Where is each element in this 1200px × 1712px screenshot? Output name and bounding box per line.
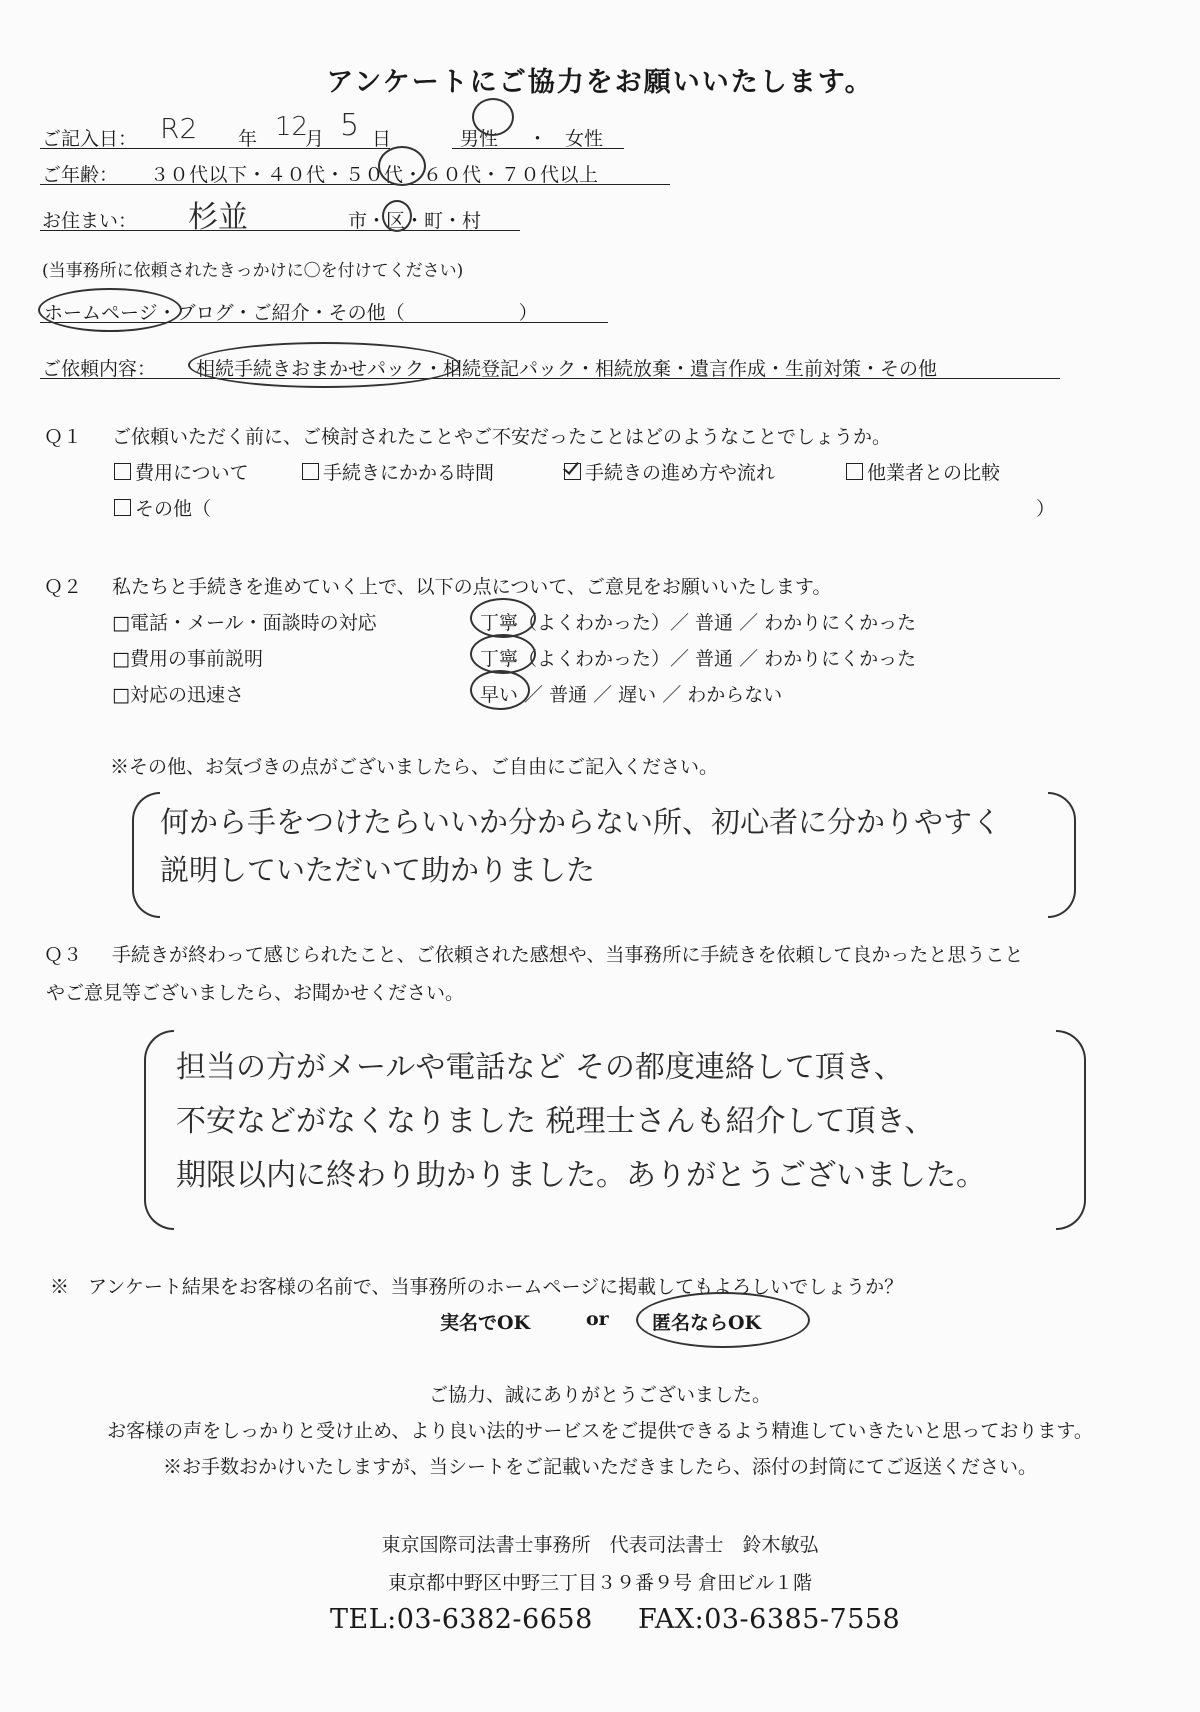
- q2-scale-fee-explanation[interactable]: 丁寧（よくわかった）／ 普通 ／ わかりにくかった: [480, 648, 917, 670]
- entry-date-era[interactable]: R2: [160, 112, 198, 145]
- age-50s-circle: [378, 146, 426, 186]
- q2-scale-contact[interactable]: 丁寧（よくわかった）／ 普通 ／ わかりにくかった: [480, 612, 917, 634]
- gender-underline: [452, 148, 624, 149]
- q2-item-contact: □電話・メール・面談時の対応: [112, 612, 377, 634]
- q1-option-time[interactable]: 手続きにかかる時間: [302, 458, 494, 485]
- q1-compare-checkbox[interactable]: [846, 463, 863, 480]
- request-pack-circle: [188, 342, 460, 388]
- q1-process-checkbox[interactable]: [564, 463, 581, 480]
- q3-answer-line3[interactable]: 期限以内に終わり助かりました。ありがとうございました。: [176, 1158, 986, 1193]
- request-underline: [40, 378, 1060, 379]
- trigger-options[interactable]: ホームページ・ブログ・ご紹介・その他（ ）: [44, 302, 538, 324]
- q2-answer-line1[interactable]: 何から手をつけたらいいか分からない所、初心者に分かりやすく: [160, 805, 1002, 839]
- age-label: ご年齢：: [42, 164, 119, 186]
- entry-date-month-unit: 月: [305, 128, 325, 150]
- publish-anonymous-option[interactable]: 匿名ならOK: [652, 1312, 762, 1334]
- q3-answer-line2[interactable]: 不安などがなくなりました 税理士さんも紹介して頂き、: [176, 1104, 935, 1139]
- entry-date-year-unit: 年: [238, 128, 258, 150]
- request-options[interactable]: 相続手続きおまかせパック・相続登記パック・相続放棄・遺言作成・生前対策・その他: [196, 358, 938, 380]
- entry-date-month[interactable]: 12: [275, 112, 309, 142]
- q1-option-cost[interactable]: 費用について: [114, 458, 249, 485]
- q3-answer-line1[interactable]: 担当の方がメールや電話など その都度連絡して頂き、: [176, 1050, 904, 1085]
- residence-options[interactable]: 市・区・町・村: [348, 210, 482, 232]
- q3-answer-bracket-right: [1056, 1030, 1086, 1230]
- request-label: ご依頼内容：: [42, 358, 157, 380]
- q1-option-process[interactable]: 手続きの進め方や流れ: [564, 458, 775, 485]
- residence-label: お住まい：: [42, 210, 138, 232]
- q2-question: 私たちと手続きを進めていく上で、以下の点について、ご意見をお願いいたします。: [112, 576, 832, 598]
- q2-number: Ｑ２: [44, 576, 83, 598]
- thanks-line2: お客様の声をしっかりと受け止め、より良い法的サービスをご提供できるよう精進していきたいと思っております。: [107, 1420, 1093, 1442]
- q2-fee-circle: [470, 634, 536, 674]
- q2-contact-circle: [470, 598, 536, 638]
- q3-question-line2: やご意見等ございましたら、お聞かせください。: [46, 982, 465, 1004]
- residence-value[interactable]: 杉並: [188, 200, 248, 235]
- office-tel: TEL:03-6382-6658: [330, 1604, 593, 1635]
- thanks-line1: ご協力、誠にありがとうございました。: [428, 1384, 771, 1406]
- trigger-note: (当事務所に依頼されたきっかけに〇を付けてください): [42, 261, 464, 281]
- gender-male[interactable]: 男性: [460, 128, 499, 150]
- q1-time-checkbox[interactable]: [302, 463, 319, 480]
- entry-date-day-unit: 日: [372, 128, 392, 150]
- publish-real-name-option[interactable]: 実名でOK: [440, 1312, 531, 1334]
- q2-item-fee-explanation: □費用の事前説明: [112, 648, 263, 670]
- age-underline: [40, 184, 670, 185]
- publish-question: ※ アンケート結果をお客様の名前で、当事務所のホームページに掲載してもよろしいでしょうか？: [50, 1276, 904, 1298]
- q3-answer-bracket-left: [144, 1030, 174, 1230]
- thanks-line3: ※お手数おかけいたしますが、当シートをご記載いただきましたら、添付の封筒にてご返送ください。: [162, 1456, 1037, 1478]
- q1-cost-checkbox[interactable]: [114, 463, 131, 480]
- survey-title: アンケートにご協力をお願いいたします。: [326, 67, 874, 98]
- gender-male-circle: [472, 98, 514, 136]
- q2-speed-circle: [470, 670, 530, 710]
- entry-date-label: ご記入日：: [42, 128, 138, 150]
- q1-other-close: ）: [1036, 498, 1056, 520]
- q2-answer-bracket-right: [1048, 792, 1076, 918]
- q3-question-line1: 手続きが終わって感じられたこと、ご依頼された感想や、当事務所に手続きを依頼して良かったと思うこと: [112, 944, 1024, 966]
- gender-female[interactable]: 女性: [565, 128, 604, 150]
- q1-option-compare[interactable]: 他業者との比較: [846, 458, 1000, 485]
- q3-number: Ｑ３: [44, 944, 83, 966]
- q2-answer-line2[interactable]: 説明していただいて助かりました: [160, 853, 596, 887]
- entry-date-underline: [40, 148, 390, 149]
- q2-other-prompt: ※その他、お気づきの点がございましたら、ご自由にご記入ください。: [110, 756, 719, 778]
- entry-date-day[interactable]: 5: [340, 108, 360, 143]
- trigger-homepage-circle: [38, 288, 182, 332]
- residence-ward-circle: [382, 200, 412, 232]
- office-fax: FAX:03-6385-7558: [638, 1604, 901, 1635]
- office-address: 東京都中野区中野三丁目３９番９号 倉田ビル１階: [387, 1572, 813, 1594]
- q2-answer-bracket-left: [132, 792, 160, 918]
- q1-number: Ｑ１: [44, 426, 83, 448]
- publish-anonymous-circle: [636, 1292, 810, 1348]
- age-options[interactable]: ３０代以下・４０代・５０代・６０代・７０代以上: [150, 164, 599, 186]
- q1-question: ご依頼いただく前に、ご検討されたことやご不安だったことはどのようなことでしょうか。: [112, 426, 892, 448]
- publish-or: or: [586, 1308, 609, 1330]
- q2-scale-speed[interactable]: 早い ／ 普通 ／ 遅い ／ わからない: [480, 684, 783, 706]
- office-name: 東京国際司法書士事務所 代表司法書士 鈴木敏弘: [381, 1534, 819, 1556]
- q1-other-checkbox[interactable]: [114, 499, 131, 516]
- q1-option-other[interactable]: その他（: [114, 494, 211, 521]
- q2-item-speed: □対応の迅速さ: [112, 684, 244, 706]
- gender-sep: ・: [528, 128, 548, 150]
- residence-underline: [40, 230, 520, 231]
